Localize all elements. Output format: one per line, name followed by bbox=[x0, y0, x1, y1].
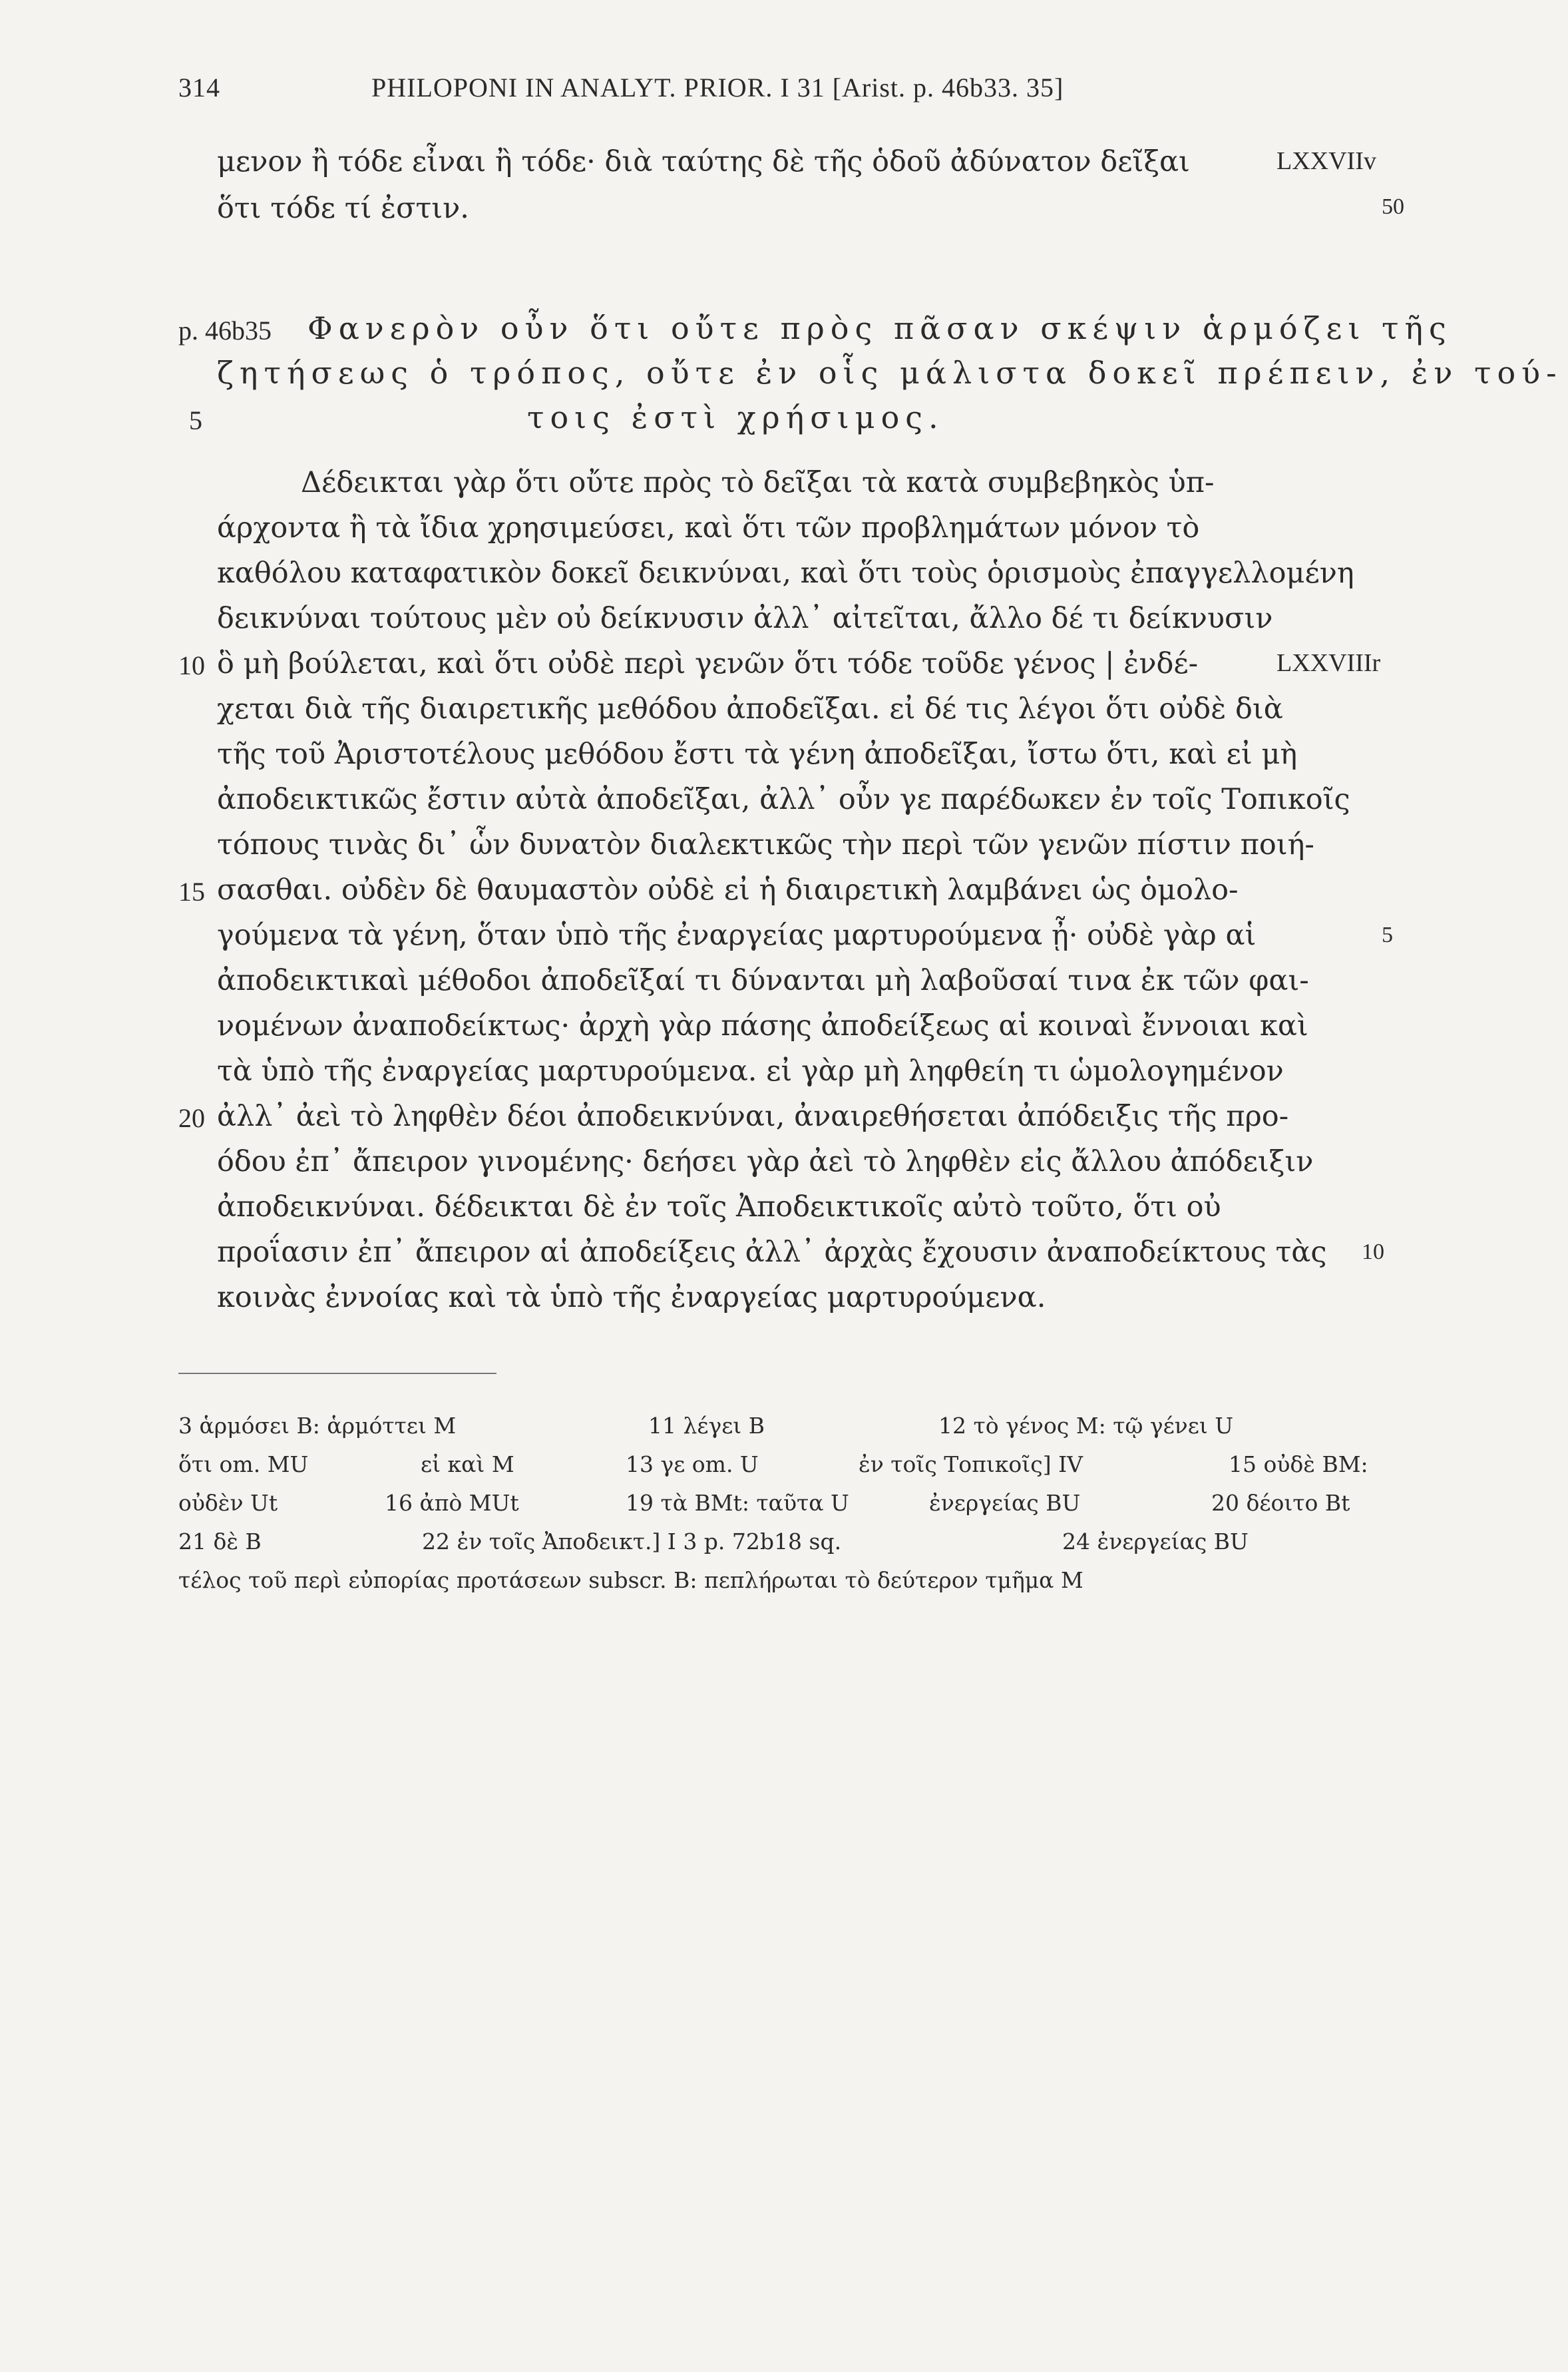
line-number-5: 5 bbox=[189, 405, 202, 435]
apparatus-subscription: τέλος τοῦ περὶ εὐπορίας προτάσεων subscr. B: πεπλήρωται τὸ δεύτερον τμῆμα M bbox=[178, 1567, 1083, 1593]
apparatus-note: 12 τὸ γένος M: τῷ γένει U bbox=[938, 1413, 1234, 1439]
apparatus-note: 24 ἐνεργείας BU bbox=[1062, 1529, 1249, 1554]
body-line: ὃ μὴ βούλεται, καὶ ὅτι οὐδὲ περὶ γενῶν ὅτι τόδε τοῦδε γένος | ἐνδέ- bbox=[217, 647, 1199, 680]
apparatus-note: ἐνεργείας BU bbox=[929, 1490, 1081, 1516]
apparatus-note: 3 ἁρμόσει B: ἁρμόττει M bbox=[178, 1413, 457, 1439]
body-line: προΐασιν ἐπ᾽ ἄπειρον αἱ ἀποδείξεις ἀλλ᾽ ἀρχὰς ἔχουσιν ἀναποδείκτους τὰς bbox=[217, 1236, 1327, 1269]
body-line: όδου ἐπ᾽ ἄπειρον γινομένης· δεήσει γὰρ ἀεὶ τὸ ληφθὲν εἰς ἄλλου ἀπόδειξιν bbox=[217, 1145, 1314, 1178]
body-line: ἀποδεικνύναι. δέδεικται δὲ ἐν τοῖς Ἀποδεικτικοῖς αὐτὸ τοῦτο, ὅτι οὐ bbox=[217, 1190, 1221, 1224]
body-line: δεικνύναι τούτους μὲν οὐ δείκνυσιν ἀλλ᾽ αἰτεῖται, ἄλλο δέ τι δείκνυσιν bbox=[217, 602, 1273, 635]
body-line: τὰ ὑπὸ τῆς ἐναργείας μαρτυρούμενα. εἰ γὰρ μὴ ληφθείη τι ὡμολογημένον bbox=[217, 1055, 1284, 1088]
margin-number-50: 50 bbox=[1382, 194, 1404, 219]
page-header bbox=[178, 72, 1350, 112]
line-number-20: 20 bbox=[178, 1103, 205, 1133]
body-line: ἀποδεικτικαὶ μέθοδοι ἀποδεῖξαί τι δύνανται μὴ λαβοῦσαί τινα ἐκ τῶν φαι- bbox=[217, 964, 1309, 997]
apparatus-note: ὅτι om. MU bbox=[178, 1451, 309, 1477]
page-number: 314 bbox=[178, 73, 220, 103]
intro-line-1: μενον ἢ τόδε εἶναι ἢ τόδε· διὰ ταύτης δὲ τῆς ὁδοῦ ἀδύνατον δεῖξαι bbox=[217, 145, 1190, 178]
body-line: γούμενα τὰ γένη, ὅταν ὑπὸ τῆς ἐναργείας μαρτυρούμενα ᾖ· οὐδὲ γὰρ αἱ bbox=[217, 919, 1257, 952]
body-line: χεται διὰ τῆς διαιρετικῆς μεθόδου ἀποδεῖξαι. εἰ δέ τις λέγοι ὅτι οὐδὲ διὰ bbox=[217, 692, 1283, 726]
body-line: κοινὰς ἐννοίας καὶ τὰ ὑπὸ τῆς ἐναργείας μαρτυρούμενα. bbox=[217, 1281, 1046, 1314]
apparatus-note: ἐν τοῖς Τοπικοῖς] IV bbox=[859, 1451, 1083, 1477]
lemma-line-2: ζητήσεως ὁ τρόπος, οὔτε ἐν οἷς μάλιστα δοκεῖ πρέπειν, ἐν τού- bbox=[217, 355, 1563, 391]
body-line: άρχοντα ἢ τὰ ἴδια χρησιμεύσει, καὶ ὅτι τῶν προβλημάτων μόνον τὸ bbox=[217, 511, 1200, 545]
body-line: σασθαι. οὐδὲν δὲ θαυμαστὸν οὐδὲ εἰ ἡ διαιρετικὴ λαμβάνει ὡς ὁμολο- bbox=[217, 873, 1239, 907]
body-line: νομένων ἀναποδείκτως· ἀρχὴ γὰρ πάσης ἀποδείξεως αἱ κοιναὶ ἔννοιαι καὶ bbox=[217, 1009, 1308, 1043]
margin-ref-lxxviii: LXXVIIIr bbox=[1276, 649, 1381, 677]
body-line: Δέδεικται γὰρ ὅτι οὔτε πρὸς τὸ δεῖξαι τὰ κατὰ συμβεβηκὸς ὑπ- bbox=[301, 466, 1215, 499]
body-line: ἀποδεικτικῶς ἔστιν αὐτὰ ἀποδεῖξαι, ἀλλ᾽ οὖν γε παρέδωκεν ἐν τοῖς Τοπικοῖς bbox=[217, 783, 1350, 816]
apparatus-note: 16 ἀπὸ MUt bbox=[385, 1490, 519, 1516]
lemma-line-3: τοις ἐστὶ χρήσιμος. bbox=[527, 399, 944, 435]
body-line: καθόλου καταφατικὸν δοκεῖ δεικνύναι, καὶ ὅτι τοὺς ὁρισμοὺς ἐπαγγελλομένη bbox=[217, 557, 1354, 590]
intro-line-2: ὅτι τόδε τί ἐστιν. bbox=[217, 192, 469, 225]
body-line: τόπους τινὰς δι᾽ ὧν δυνατὸν διαλεκτικῶς τὴν περὶ τῶν γενῶν πίστιν ποιή- bbox=[217, 828, 1314, 861]
apparatus-note: 19 τὰ BMt: ταῦτα U bbox=[626, 1490, 849, 1516]
line-number-15: 15 bbox=[178, 877, 205, 907]
lemma-line-1: Φανερὸν οὖν ὅτι οὔτε πρὸς πᾶσαν σκέψιν ἁρμόζει τῆς bbox=[307, 310, 1452, 346]
apparatus-note: 20 δέοιτο Bt bbox=[1211, 1490, 1350, 1516]
apparatus-note: 15 οὐδὲ BM: bbox=[1229, 1451, 1368, 1477]
lemma-reference: p. 46b35 bbox=[178, 316, 272, 346]
apparatus-note: εἰ καὶ M bbox=[421, 1451, 514, 1477]
margin-number-10: 10 bbox=[1362, 1240, 1384, 1264]
body-line: ἀλλ᾽ ἀεὶ τὸ ληφθὲν δέοι ἀποδεικνύναι, ἀναιρεθήσεται ἀπόδειξις τῆς προ- bbox=[217, 1100, 1289, 1133]
apparatus-note: οὐδὲν Ut bbox=[178, 1490, 278, 1516]
apparatus-note: 11 λέγει B bbox=[648, 1413, 765, 1439]
margin-number-5: 5 bbox=[1382, 923, 1393, 947]
apparatus-note: 22 ἐν τοῖς Ἀποδεικτ.] I 3 p. 72b18 sq. bbox=[422, 1529, 842, 1554]
line-number-10: 10 bbox=[178, 650, 205, 680]
body-line: τῆς τοῦ Ἀριστοτέλους μεθόδου ἔστι τὰ γένη ἀποδεῖξαι, ἴστω ὅτι, καὶ εἰ μὴ bbox=[217, 738, 1298, 771]
apparatus-note: 13 γε om. U bbox=[626, 1451, 759, 1477]
apparatus-divider bbox=[178, 1373, 496, 1374]
margin-ref-lxxvii: LXXVIIv bbox=[1276, 147, 1376, 175]
apparatus-note: 21 δὲ B bbox=[178, 1529, 262, 1554]
running-title: PHILOPONI IN ANALYT. PRIOR. I 31 [Arist. p. 46b33. 35] bbox=[371, 73, 1064, 103]
